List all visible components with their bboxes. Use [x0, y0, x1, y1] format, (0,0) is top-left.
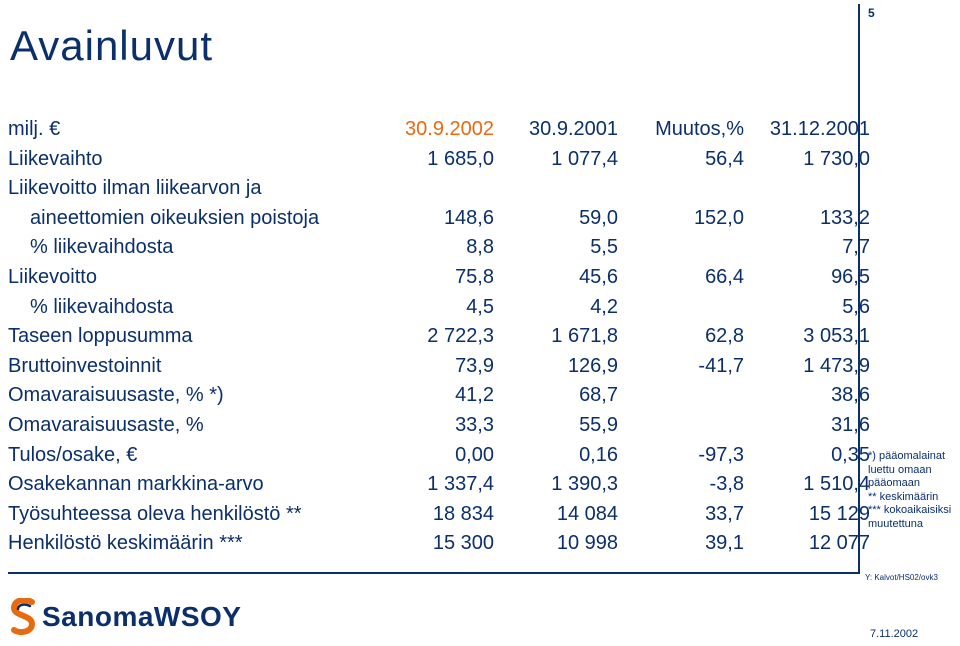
cell-value: 0,16 [579, 443, 618, 466]
table-row [8, 381, 870, 411]
footnote-line: muutettuna [868, 517, 924, 530]
cell-value: 14 084 [556, 502, 618, 525]
footnote-line: pääomaan [868, 477, 920, 490]
table-row [8, 441, 870, 471]
table-row [8, 233, 870, 263]
cell-value: 31,6 [831, 413, 870, 436]
cell-value: 39,1 [705, 532, 744, 555]
cell-value: 73,9 [455, 354, 494, 377]
footnotes [868, 450, 960, 532]
cell-value: 7,7 [842, 236, 870, 259]
cell-value: 148,6 [443, 206, 494, 229]
header-period-2002: 30.9.2002 [405, 118, 494, 140]
row-label: Omavaraisuusaste, % *) [8, 384, 224, 407]
cell-value: 1 077,4 [551, 147, 618, 170]
cell-value: 15 300 [432, 532, 494, 555]
cell-value: 1 685,0 [427, 147, 494, 170]
row-label: Osakekannan markkina-arvo [8, 473, 264, 496]
company-logo [10, 598, 241, 636]
cell-value: 4,5 [466, 295, 494, 318]
table-row [8, 529, 870, 559]
cell-value: 2 722,3 [427, 325, 494, 348]
sanoma-logo-mark-icon [10, 598, 36, 636]
row-label: Henkilöstö keskimäärin *** [8, 532, 243, 555]
header-period-2001: 30.9.2001 [529, 118, 618, 140]
cell-value [618, 381, 744, 411]
cell-value: -41,7 [698, 354, 744, 377]
cell-value: 75,8 [455, 265, 494, 288]
cell-value: 0,00 [455, 443, 494, 466]
footnote-line: *) pääomalainat [868, 450, 946, 462]
header-year-2001: 31.12.2001 [769, 118, 870, 140]
cell-value: 8,8 [466, 236, 494, 259]
row-label: Liikevoitto ilman liikearvon ja [8, 177, 262, 200]
cell-value: 15 129 [808, 502, 870, 525]
footnote-line: *** kokoaikaisiksi [868, 504, 952, 517]
cell-value [386, 174, 494, 204]
cell-value: 1 510,4 [803, 473, 870, 496]
row-label: Omavaraisuusaste, % [8, 413, 204, 436]
table-row [8, 293, 870, 323]
cell-value [618, 174, 744, 204]
cell-value: 18 834 [432, 502, 494, 525]
table-row [8, 352, 870, 382]
row-label: Liikevoitto [8, 265, 97, 288]
cell-value: 59,0 [579, 206, 618, 229]
cell-value: 1 473,9 [803, 354, 870, 377]
table-row [8, 411, 870, 441]
cell-value: 1 730,0 [803, 147, 870, 170]
table-header-row [8, 115, 870, 145]
cell-value: 56,4 [705, 147, 744, 170]
cell-value: 5,6 [842, 295, 870, 318]
footer-path: Y: Kalvot/HS02/ovk3 [865, 573, 938, 582]
footnote-line: ** keskimäärin [868, 490, 939, 503]
header-unit: milj. € [8, 118, 61, 140]
cell-value: 126,9 [567, 354, 618, 377]
cell-value [494, 174, 618, 204]
cell-value [618, 293, 744, 323]
key-figures-table [8, 115, 870, 559]
cell-value: 41,2 [455, 384, 494, 407]
table-row [8, 500, 870, 530]
cell-value: 68,7 [579, 384, 618, 407]
cell-value: 1 671,8 [551, 325, 618, 348]
cell-value: 33,3 [455, 413, 494, 436]
table-row [8, 263, 870, 293]
table-row [8, 145, 870, 175]
cell-value: 3 053,1 [803, 325, 870, 348]
cell-value: 38,6 [831, 384, 870, 407]
cell-value: 152,0 [693, 206, 744, 229]
cell-value: 0,35 [831, 443, 870, 466]
row-label: Taseen loppusumma [8, 325, 193, 348]
row-label: Bruttoinvestoinnit [8, 354, 162, 377]
cell-value: 12 077 [808, 532, 870, 555]
cell-value: -97,3 [698, 443, 744, 466]
cell-value: 33,7 [705, 502, 744, 525]
cell-value: 45,6 [579, 265, 618, 288]
table-row [8, 174, 870, 204]
cell-value [744, 174, 870, 204]
footer-date: 7.11.2002 [870, 628, 919, 640]
cell-value: -3,8 [709, 473, 744, 496]
cell-value: 10 998 [556, 532, 618, 555]
table-row [8, 470, 870, 500]
row-label: % liikevaihdosta [30, 236, 174, 259]
header-change: Muutos,% [655, 118, 744, 140]
table-row [8, 322, 870, 352]
cell-value: 62,8 [705, 325, 744, 348]
footnote-line: luettu omaan [868, 463, 932, 476]
cell-value: 1 390,3 [551, 473, 618, 496]
cell-value: 66,4 [705, 265, 744, 288]
cell-value [618, 411, 744, 441]
page-title: Avainluvut [10, 22, 214, 69]
row-label: % liikevaihdosta [30, 295, 174, 318]
cell-value: 4,2 [590, 295, 618, 318]
page-number: 5 [868, 6, 875, 20]
row-label: aineettomien oikeuksien poistoja [30, 206, 320, 229]
table-row [8, 204, 870, 234]
brand-name: SanomaWSOY [42, 601, 242, 632]
row-label: Tulos/osake, € [8, 443, 138, 466]
cell-value: 5,5 [590, 236, 618, 259]
horizontal-divider [8, 572, 860, 574]
row-label: Työsuhteessa oleva henkilöstö ** [8, 502, 302, 525]
cell-value: 133,2 [819, 206, 870, 229]
cell-value: 55,9 [579, 413, 618, 436]
cell-value: 1 337,4 [427, 473, 494, 496]
cell-value [618, 233, 744, 263]
row-label: Liikevaihto [8, 147, 103, 170]
cell-value: 96,5 [831, 265, 870, 288]
